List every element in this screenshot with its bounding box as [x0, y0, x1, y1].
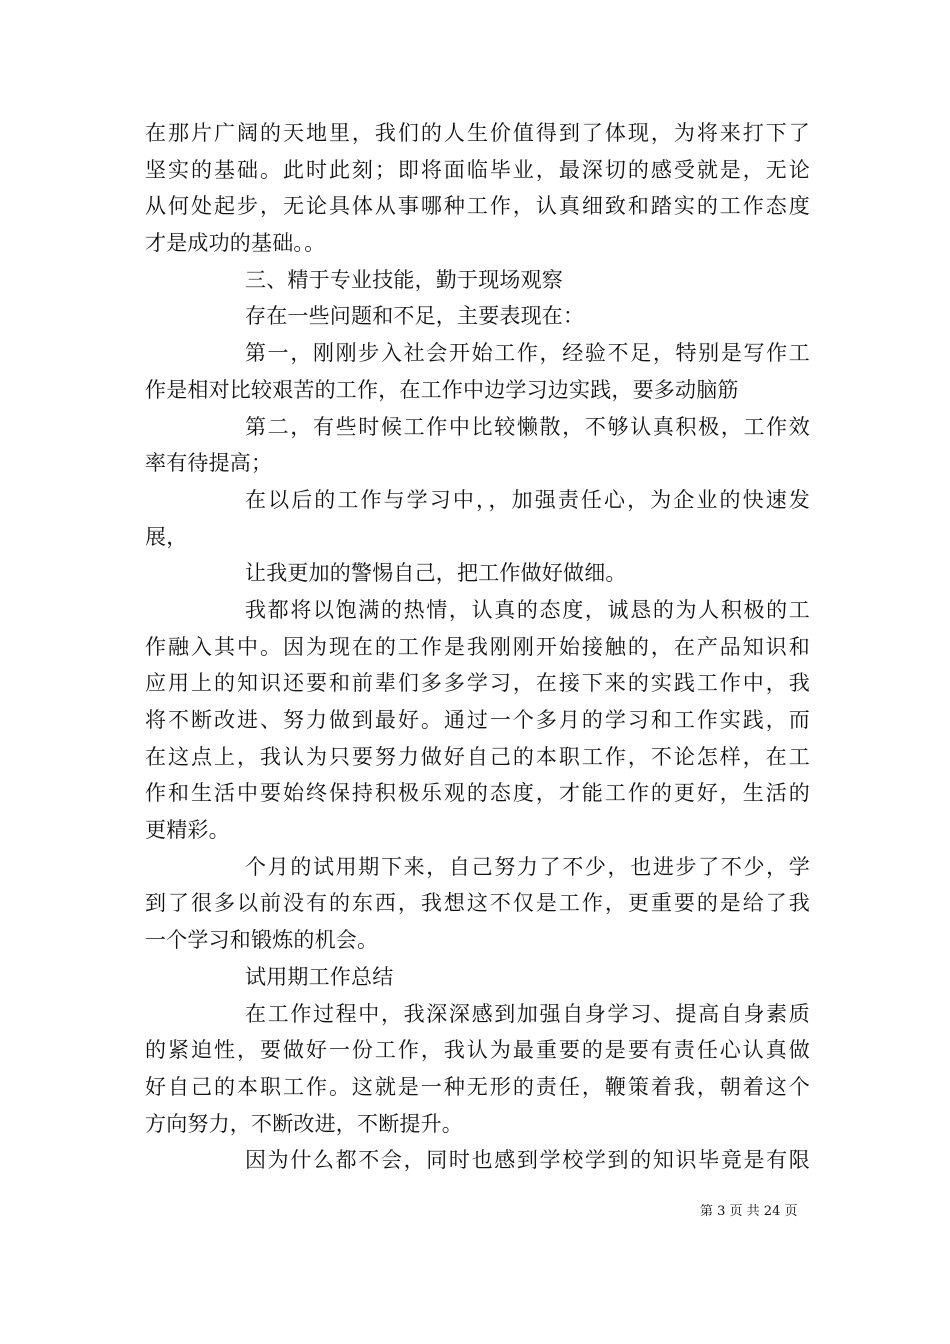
text-line: 好自己的本职工作。这就是一种无形的责任，鞭策着我，朝着这个	[145, 1074, 810, 1099]
text-line: 方向努力，不断改进，不断提升。	[145, 1111, 463, 1136]
text-line: 作融入其中。因为现在的工作是我刚刚开始接触的，在产品知识和	[145, 634, 810, 659]
text-line: 到了很多以前没有的东西，我想这不仅是工作，更重要的是给了我	[145, 891, 810, 916]
text-line: 在这点上，我认为只要努力做好自己的本职工作，不论怎样，在工	[145, 744, 810, 769]
text-line: 将不断改进、努力做到最好。通过一个多月的学习和工作实践，而	[145, 708, 810, 732]
text-line: 应用上的知识还要和前辈们多多学习，在接下来的实践工作中，我	[145, 671, 810, 696]
text-line: 因为什么都不会，同时也感到学校学到的知识毕竟是有限	[245, 1148, 810, 1173]
text-line: 坚实的基础。此时此刻；即将面临毕业，最深切的感受就是，无论	[145, 157, 810, 182]
text-line: 才是成功的基础。。	[145, 231, 326, 256]
text-line: 作和生活中要始终保持积极乐观的态度，才能工作的更好，生活的	[145, 781, 810, 806]
text-line: 第一，刚刚步入社会开始工作，经验不足，特别是写作工	[245, 341, 810, 366]
text-line: 率有待提高；	[145, 451, 273, 476]
text-line: 个月的试用期下来，自己努力了不少，也进步了不少，学	[245, 854, 810, 879]
text-line: 从何处起步，无论具体从事哪种工作，认真细致和踏实的工作态度	[145, 194, 810, 219]
text-line: 在那片广阔的天地里，我们的人生价值得到了体现，为将来打下了	[145, 121, 810, 145]
text-line: 存在一些问题和不足，主要表现在：	[245, 304, 585, 329]
document-body	[145, 115, 810, 1179]
text-line: 作是相对比较艰苦的工作，在工作中边学习边实践，要多动脑筋	[145, 377, 739, 402]
text-line: 在工作过程中，我深深感到加强自身学习、提高自身素质	[245, 1001, 810, 1026]
page-number-footer: 第 3 页 共 24 页	[700, 1204, 798, 1219]
text-line: 的紧迫性，要做好一份工作，我认为最重要的是要有责任心认真做	[145, 1038, 810, 1063]
text-line: 一个学习和锻炼的机会。	[145, 928, 379, 953]
text-line: 更精彩。	[145, 818, 230, 843]
section-heading: 试用期工作总结	[245, 964, 394, 989]
text-line: 我都将以饱满的热情，认真的态度，诚恳的为人积极的工	[245, 597, 810, 622]
section-heading: 三、精于专业技能，勤于现场观察	[245, 267, 563, 292]
text-line: 展，	[145, 524, 188, 549]
text-line: 让我更加的警惕自己，把工作做好做细。	[245, 561, 627, 586]
text-line: 在以后的工作与学习中，，加强责任心，为企业的快速发	[245, 487, 810, 512]
text-line: 第二，有些时候工作中比较懒散，不够认真积极，工作效	[245, 414, 810, 439]
